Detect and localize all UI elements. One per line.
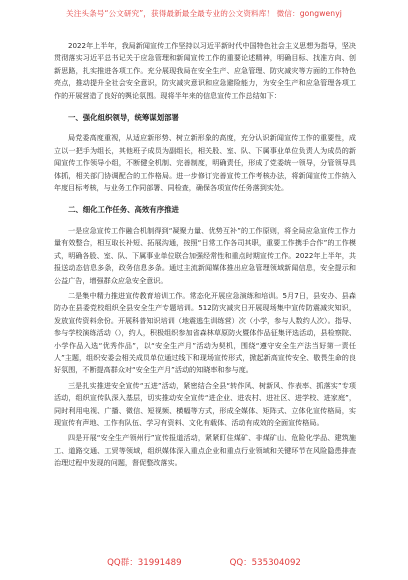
- contact-footer: [0, 556, 408, 574]
- section-heading-2: 二、细化工作任务、高效有序推进: [68, 205, 179, 215]
- section-heading-1: 一、强化组织领导，统筹谋划部署: [68, 113, 179, 123]
- intro-paragraph: 2022年上半年，我局新闻宣传工作坚持以习近平新时代中国特色社会主义思想为指导，坚决贯彻落实习近平总书记关于应急管理和新闻宣传工作的重要论述精神，明确目标、找准方向、创新思路，扎实推进各项工作。充分展现我局在安全生产、应急管理、防灾减灾等方面的工作特色亮点，推动提升全社会安全意识，防灾减灾意识和应急避险能力，为安全生产和应急管理各项工作的开展营造了良好的舆论氛围。现将半年来的信息宣传工作总结如下：: [54, 41, 356, 100]
- promo-banner-text: 关注头条号“公文研究”，获得最新最全最专业的公文资料库！ 微信：gongwenyj: [66, 8, 342, 18]
- document-body: [54, 40, 356, 473]
- section-2-paragraph-4: 四是开展“安全生产领州行”宣传报道活动，紧紧盯住煤矿、非煤矿山、危险化学品、建筑施工、道路交通、工贸等领域，组织媒体深入重点企业和重点行业领域和关键环节在风险隐患排查治理过程中发现的问题，督促整改落实。: [54, 433, 356, 468]
- section-2-paragraph-2: 二是集中精力推进宣传教育培训工作。常态化开展应急演练和培训。5月7日，县安办、县森防办在县委党校组织全县安全生产专题培训。512防灾减灾日开展现场集中宣传防震减灾知识，发放宣传资料余份。开展科普知识培训（地震逃生训练营）次（小学，参与人数约人次）。指导、参与学校演练活动（），约人，积极组织参加省森林草原防火暨体作品征集评选活动，县检察院、小学作品入选“优秀作品”，以“安全生产月”活动为契机，围绕“遵守安全生产法当好第一责任人”主题，组织安委会相关成员单位通过线下和现场宣传形式，掀起新高宣传安全、敬畏生命的良好氛围，不断提高群众对“安全生产月”活动的知晓率和参与度。: [54, 290, 356, 375]
- section-2-paragraph-3: 三是扎实推进安全宣传“五进”活动，紧密结合全县“转作风、树新风、作表率、抓落实”专项活动，组织宣传队深入基层，切实推动安全宣传“进企业、进农村、进社区、进学校、进家庭”，同时利用电视、广播、微信、短视频、横幅等方式，形成全媒体、矩阵式、立体化宣传格局，实现宣传有声地、工作有队伍、学习有资料、文化有载体、活动有成效的全面宣传格局。: [54, 380, 356, 427]
- section-2-paragraph-1: 一是应急宣传工作融合机制得到“凝聚力量、优势互补”的工作原则，将全局应急宣传工作力量有效整合，相互取长补短、拓展沟通，按照“日常工作各司其职，重要工作携手合作”的工作模式，明确各股、室、队、下属事业单位联合加强经常性和重点时期宣传工作。2022年上半年，共报送动态信息多条，政务信息多条。通过主流新闻媒体推出应急管理领域新闻信息，安全提示和公益广告，增强群众应急安全意识。: [54, 225, 356, 285]
- promo-banner: [0, 0, 408, 26]
- qq-group-label: QQ群：31991489: [107, 558, 182, 568]
- qq-label: QQ：535304092: [229, 558, 301, 568]
- section-1-paragraph: 局党委高度重视，从适应新形势、树立新形象的高度，充分认识新闻宣传工作的重要性，成立以一把手为组长，其他班子成员为副组长，相关股、室、队、下属事业单位负责人为成员的新闻宣传工作领导小组，不断健全机制、完善制度，明确责任，形成了党委统一领导，分管领导具体抓，相关部门协调配合的工作格局。进一步修订完善宣传工作考核办法，将新闻宣传工作纳入年度目标考核，与业务工作同部署、同检查，确保各项宣传任务落到实处。: [54, 133, 356, 193]
